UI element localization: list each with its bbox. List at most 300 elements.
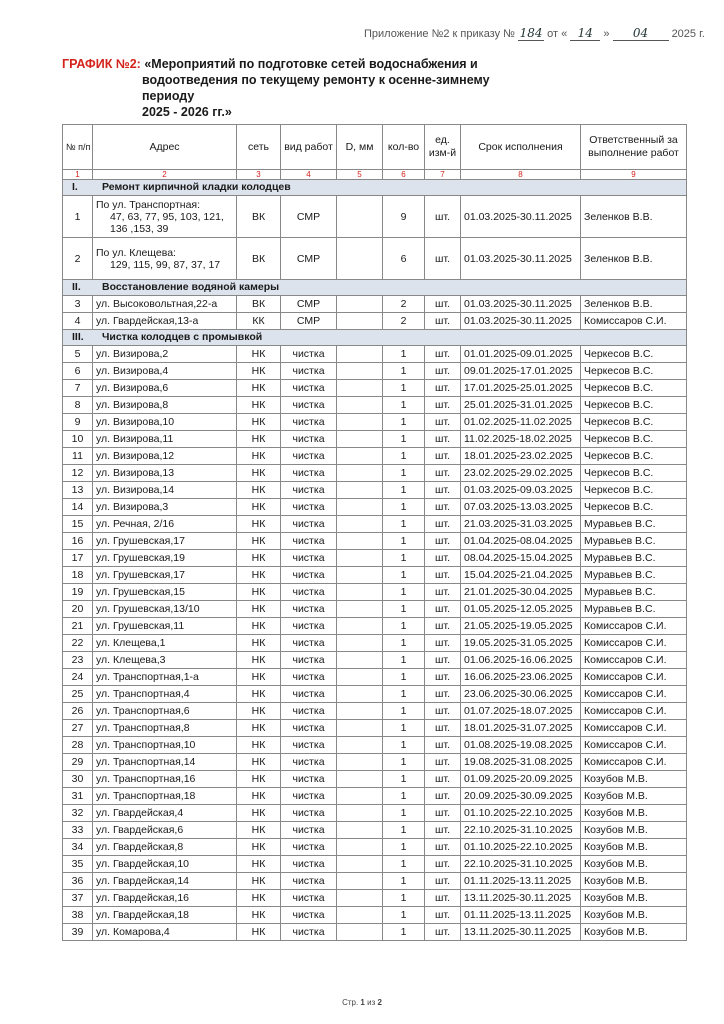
address-cell: ул. Грушевская,11 [93,618,237,635]
table-row [63,238,687,280]
cell-work: чистка [281,890,337,907]
footer-of: из [367,998,376,1007]
cell-work: чистка [281,907,337,924]
cell-d [337,754,383,771]
cell-qty: 1 [383,601,425,618]
row-number: 10 [63,431,93,448]
cell-d [337,873,383,890]
table-row [63,652,687,669]
cell-net: НК [237,380,281,397]
cell-qty: 1 [383,584,425,601]
cell-net: НК [237,822,281,839]
table-row [63,482,687,499]
cell-resp: Комиссаров С.И. [581,686,687,703]
row-number: 2 [63,238,93,280]
row-number: 3 [63,296,93,313]
cell-qty: 1 [383,567,425,584]
address-cell: ул. Гвардейская,10 [93,856,237,873]
cell-net: НК [237,873,281,890]
cell-qty: 1 [383,363,425,380]
cell-net: НК [237,431,281,448]
order-reference-line [364,26,705,41]
cell-work: чистка [281,550,337,567]
address-cell: ул. Гвардейская,6 [93,822,237,839]
cell-unit: шт. [425,567,461,584]
address-cell: ул. Транспортная,1-а [93,669,237,686]
cell-net: НК [237,465,281,482]
cell-resp: Комиссаров С.И. [581,618,687,635]
table-row [63,754,687,771]
row-number: 12 [63,465,93,482]
table-row [63,703,687,720]
cell-resp: Муравьев В.С. [581,584,687,601]
order-prefix: Приложение №2 к приказу № [364,28,515,40]
cell-resp: Комиссаров С.И. [581,754,687,771]
cell-unit: шт. [425,397,461,414]
column-number: 2 [93,170,237,180]
cell-net: НК [237,567,281,584]
schedule-body [63,180,687,941]
cell-term: 23.02.2025-29.02.2025 [461,465,581,482]
row-number: 4 [63,313,93,330]
row-number: 23 [63,652,93,669]
cell-unit: шт. [425,652,461,669]
cell-net: НК [237,737,281,754]
cell-unit: шт. [425,431,461,448]
quote-close: » [603,28,610,40]
cell-resp: Зеленков В.В. [581,238,687,280]
cell-d [337,686,383,703]
cell-resp: Черкесов В.С. [581,414,687,431]
cell-d [337,567,383,584]
cell-qty: 1 [383,788,425,805]
cell-d [337,363,383,380]
footer-page: 1 [360,998,365,1007]
row-number: 33 [63,822,93,839]
table-row [63,873,687,890]
cell-unit: шт. [425,703,461,720]
cell-unit: шт. [425,618,461,635]
page-footer [0,998,724,1007]
row-number: 25 [63,686,93,703]
cell-term: 01.08.2025-19.08.2025 [461,737,581,754]
cell-term: 17.01.2025-25.01.2025 [461,380,581,397]
cell-resp: Козубов М.В. [581,873,687,890]
cell-net: НК [237,448,281,465]
cell-term: 01.11.2025-13.11.2025 [461,873,581,890]
cell-resp: Комиссаров С.И. [581,635,687,652]
document-title [62,56,532,120]
cell-unit: шт. [425,873,461,890]
address-cell: ул. Визирова,10 [93,414,237,431]
address-cell: ул. Визирова,8 [93,397,237,414]
address-cell: ул. Транспортная,4 [93,686,237,703]
row-number: 1 [63,196,93,238]
column-number: 4 [281,170,337,180]
row-number: 28 [63,737,93,754]
address-cell: ул. Гвардейская,14 [93,873,237,890]
cell-qty: 1 [383,754,425,771]
cell-net: НК [237,669,281,686]
cell-resp: Черкесов В.С. [581,380,687,397]
cell-term: 01.10.2025-22.10.2025 [461,805,581,822]
cell-unit: шт. [425,754,461,771]
section-title-cell [63,180,687,196]
cell-qty: 1 [383,397,425,414]
address-cell: ул. Визирова,14 [93,482,237,499]
cell-d [337,196,383,238]
cell-resp: Комиссаров С.И. [581,720,687,737]
cell-qty: 6 [383,238,425,280]
cell-unit: шт. [425,196,461,238]
cell-work: чистка [281,686,337,703]
section-title: Восстановление водяной камеры [102,281,280,293]
cell-term: 01.07.2025-18.07.2025 [461,703,581,720]
cell-d [337,313,383,330]
cell-net: НК [237,907,281,924]
cell-net: НК [237,346,281,363]
cell-qty: 1 [383,907,425,924]
column-header: вид работ [281,125,337,170]
cell-qty: 1 [383,839,425,856]
table-row [63,465,687,482]
cell-term: 22.10.2025-31.10.2025 [461,822,581,839]
cell-qty: 1 [383,380,425,397]
cell-d [337,635,383,652]
table-row [63,533,687,550]
cell-d [337,296,383,313]
cell-net: НК [237,754,281,771]
address-cell: ул. Транспортная,10 [93,737,237,754]
address-cell: ул. Гвардейская,13-а [93,313,237,330]
cell-d [337,414,383,431]
cell-net: НК [237,601,281,618]
cell-qty: 1 [383,720,425,737]
cell-work: чистка [281,754,337,771]
schedule-label: ГРАФИК №2: [62,57,141,71]
cell-unit: шт. [425,839,461,856]
cell-qty: 9 [383,196,425,238]
cell-net: НК [237,533,281,550]
cell-term: 01.10.2025-22.10.2025 [461,839,581,856]
address-cell: ул. Визирова,6 [93,380,237,397]
cell-unit: шт. [425,482,461,499]
cell-work: чистка [281,601,337,618]
column-header: Срок исполнения [461,125,581,170]
row-number: 26 [63,703,93,720]
row-number: 22 [63,635,93,652]
row-number: 38 [63,907,93,924]
cell-unit: шт. [425,296,461,313]
cell-net: НК [237,414,281,431]
table-row [63,397,687,414]
cell-work: чистка [281,448,337,465]
cell-resp: Черкесов В.С. [581,397,687,414]
cell-d [337,516,383,533]
cell-d [337,652,383,669]
cell-qty: 1 [383,533,425,550]
column-header: сеть [237,125,281,170]
cell-term: 19.08.2025-31.08.2025 [461,754,581,771]
table-row [63,669,687,686]
cell-qty: 1 [383,431,425,448]
table-row [63,414,687,431]
address-cell: ул. Речная, 2/16 [93,516,237,533]
address-cell: ул. Транспортная,14 [93,754,237,771]
address-cell: ул. Гвардейская,8 [93,839,237,856]
address-cell: ул. Клещева,1 [93,635,237,652]
cell-work: СМР [281,296,337,313]
row-number: 31 [63,788,93,805]
cell-net: КК [237,313,281,330]
cell-work: чистка [281,822,337,839]
cell-term: 01.05.2025-12.05.2025 [461,601,581,618]
table-row [63,618,687,635]
row-number: 8 [63,397,93,414]
cell-term: 08.04.2025-15.04.2025 [461,550,581,567]
table-row [63,890,687,907]
cell-term: 13.11.2025-30.11.2025 [461,924,581,941]
cell-term: 23.06.2025-30.06.2025 [461,686,581,703]
cell-d [337,482,383,499]
cell-work: чистка [281,924,337,941]
cell-resp: Черкесов В.С. [581,482,687,499]
cell-unit: шт. [425,635,461,652]
address-cell: ул. Гвардейская,4 [93,805,237,822]
cell-term: 01.03.2025-09.03.2025 [461,482,581,499]
address-cell: ул. Грушевская,17 [93,533,237,550]
cell-qty: 1 [383,448,425,465]
cell-unit: шт. [425,856,461,873]
cell-d [337,397,383,414]
cell-d [337,448,383,465]
column-number: 8 [461,170,581,180]
cell-qty: 1 [383,414,425,431]
title-line-3: 2025 - 2026 гг.» [142,105,232,119]
cell-net: ВК [237,196,281,238]
cell-unit: шт. [425,414,461,431]
cell-resp: Козубов М.В. [581,771,687,788]
cell-work: чистка [281,397,337,414]
cell-work: чистка [281,414,337,431]
cell-term: 21.01.2025-30.04.2025 [461,584,581,601]
table-row [63,313,687,330]
address-cell: ул. Транспортная,16 [93,771,237,788]
table-row [63,720,687,737]
row-number: 29 [63,754,93,771]
footer-total: 2 [377,998,382,1007]
row-number: 9 [63,414,93,431]
cell-term: 18.01.2025-31.07.2025 [461,720,581,737]
address-cell: ул. Транспортная,18 [93,788,237,805]
cell-qty: 1 [383,686,425,703]
cell-work: чистка [281,788,337,805]
cell-unit: шт. [425,550,461,567]
cell-net: ВК [237,296,281,313]
cell-net: НК [237,584,281,601]
table-row [63,448,687,465]
column-number: 6 [383,170,425,180]
cell-resp: Муравьев В.С. [581,533,687,550]
cell-net: НК [237,635,281,652]
table-row [63,737,687,754]
cell-term: 01.03.2025-30.11.2025 [461,296,581,313]
cell-work: чистка [281,380,337,397]
cell-resp: Комиссаров С.И. [581,669,687,686]
cell-resp: Козубов М.В. [581,890,687,907]
cell-d [337,924,383,941]
row-number: 37 [63,890,93,907]
cell-net: НК [237,550,281,567]
cell-unit: шт. [425,924,461,941]
cell-resp: Козубов М.В. [581,805,687,822]
cell-qty: 1 [383,703,425,720]
cell-work: СМР [281,196,337,238]
table-row [63,686,687,703]
cell-work: чистка [281,652,337,669]
cell-work: чистка [281,431,337,448]
cell-qty: 1 [383,550,425,567]
cell-term: 18.01.2025-23.02.2025 [461,448,581,465]
cell-qty: 1 [383,618,425,635]
address-cell: ул. Визирова,3 [93,499,237,516]
table-row [63,635,687,652]
column-number-row [63,170,687,180]
row-number: 32 [63,805,93,822]
column-header: кол-во [383,125,425,170]
row-number: 15 [63,516,93,533]
address-houses: 47, 63, 77, 95, 103, 121, 136 ,153, 39 [110,210,224,235]
cell-work: чистка [281,618,337,635]
cell-term: 01.01.2025-09.01.2025 [461,346,581,363]
cell-qty: 2 [383,296,425,313]
title-line-2: водоотведения по текущему ремонту к осенне-зимнему периоду [142,73,490,103]
cell-d [337,856,383,873]
section-title: Чистка колодцев с промывкой [102,331,263,343]
column-header: № п/п [63,125,93,170]
section-number: II. [72,281,81,293]
cell-work: чистка [281,499,337,516]
cell-qty: 1 [383,924,425,941]
table-row [63,363,687,380]
cell-term: 09.01.2025-17.01.2025 [461,363,581,380]
cell-work: чистка [281,363,337,380]
cell-qty: 1 [383,771,425,788]
table-row [63,805,687,822]
cell-net: НК [237,720,281,737]
cell-qty: 1 [383,737,425,754]
cell-resp: Козубов М.В. [581,839,687,856]
address-cell: ул. Гвардейская,18 [93,907,237,924]
cell-resp: Комиссаров С.И. [581,737,687,754]
address-cell: ул. Грушевская,15 [93,584,237,601]
cell-resp: Зеленков В.В. [581,196,687,238]
section-header-row [63,330,687,346]
row-number: 5 [63,346,93,363]
cell-d [337,431,383,448]
cell-d [337,737,383,754]
section-number: III. [72,331,84,343]
cell-term: 01.03.2025-30.11.2025 [461,313,581,330]
table-row [63,499,687,516]
cell-qty: 1 [383,652,425,669]
cell-d [337,380,383,397]
cell-unit: шт. [425,907,461,924]
cell-net: НК [237,788,281,805]
cell-resp: Черкесов В.С. [581,448,687,465]
column-number: 1 [63,170,93,180]
cell-term: 21.05.2025-19.05.2025 [461,618,581,635]
cell-unit: шт. [425,448,461,465]
order-year: 2025 г. [671,28,705,40]
column-number: 3 [237,170,281,180]
table-row [63,839,687,856]
cell-d [337,499,383,516]
cell-term: 16.06.2025-23.06.2025 [461,669,581,686]
table-row [63,296,687,313]
table-row [63,924,687,941]
cell-term: 13.11.2025-30.11.2025 [461,890,581,907]
row-number: 20 [63,601,93,618]
address-cell: ул. Комарова,4 [93,924,237,941]
cell-qty: 1 [383,635,425,652]
address-cell [93,238,237,280]
cell-resp: Козубов М.В. [581,822,687,839]
cell-d [337,907,383,924]
cell-d [337,788,383,805]
column-number: 5 [337,170,383,180]
cell-unit: шт. [425,686,461,703]
cell-qty: 1 [383,856,425,873]
cell-qty: 1 [383,499,425,516]
section-title: Ремонт кирпичной кладки колодцев [102,181,291,193]
cell-resp: Черкесов В.С. [581,431,687,448]
address-cell: ул. Высоковольтная,22-а [93,296,237,313]
table-row [63,346,687,363]
cell-qty: 1 [383,890,425,907]
cell-unit: шт. [425,499,461,516]
cell-resp: Муравьев В.С. [581,567,687,584]
cell-unit: шт. [425,720,461,737]
cell-qty: 1 [383,346,425,363]
column-header: ед. изм-й [425,125,461,170]
cell-term: 01.04.2025-08.04.2025 [461,533,581,550]
table-row [63,856,687,873]
cell-work: СМР [281,313,337,330]
cell-work: чистка [281,516,337,533]
row-number: 6 [63,363,93,380]
table-row [63,196,687,238]
address-street: По ул. Клещева: [96,246,176,259]
cell-net: НК [237,516,281,533]
cell-work: чистка [281,839,337,856]
cell-net: НК [237,856,281,873]
cell-resp: Черкесов В.С. [581,346,687,363]
row-number: 39 [63,924,93,941]
table-row [63,567,687,584]
cell-unit: шт. [425,465,461,482]
cell-resp: Козубов М.В. [581,856,687,873]
cell-qty: 1 [383,669,425,686]
column-number: 7 [425,170,461,180]
cell-unit: шт. [425,238,461,280]
cell-work: чистка [281,482,337,499]
cell-net: НК [237,482,281,499]
cell-d [337,550,383,567]
cell-d [337,601,383,618]
cell-resp: Черкесов В.С. [581,465,687,482]
cell-unit: шт. [425,788,461,805]
